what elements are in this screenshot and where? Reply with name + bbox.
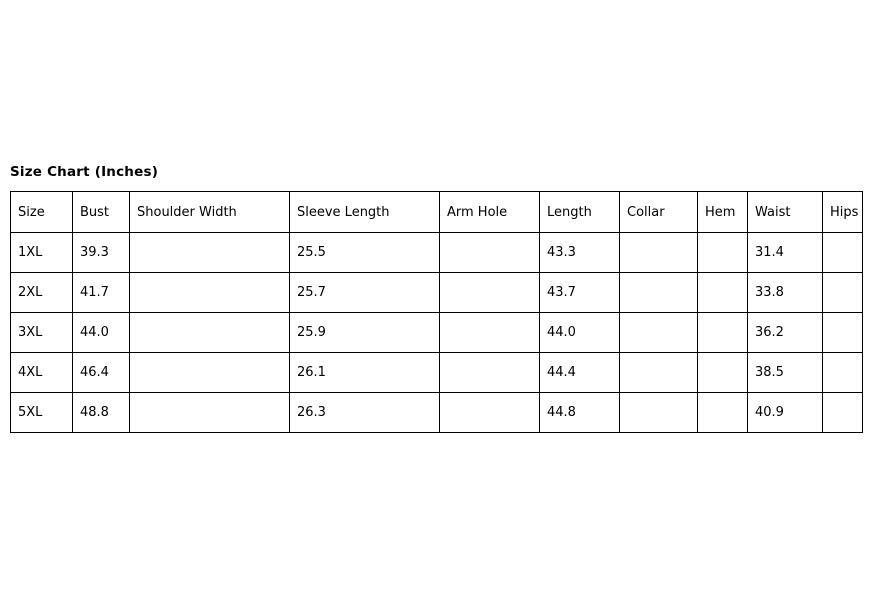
cell-size: 1XL [11,233,73,273]
cell-collar [620,313,698,353]
table-header-row [11,192,863,233]
table-row [11,273,863,313]
cell-size: 3XL [11,313,73,353]
cell-length: 43.7 [540,273,620,313]
cell-bust: 48.8 [73,393,130,433]
column-header-sleeve-length: Sleeve Length [290,192,440,233]
cell-shoulder-width [130,393,290,433]
cell-arm-hole [440,393,540,433]
cell-hips [823,233,863,273]
column-header-size: Size [11,192,73,233]
cell-size: 2XL [11,273,73,313]
cell-bust: 39.3 [73,233,130,273]
column-header-collar: Collar [620,192,698,233]
page-title: Size Chart (Inches) [10,164,159,180]
cell-hips [823,353,863,393]
cell-waist: 36.2 [748,313,823,353]
cell-collar [620,233,698,273]
cell-bust: 44.0 [73,313,130,353]
cell-sleeve-length: 25.5 [290,233,440,273]
cell-hips [823,313,863,353]
cell-bust: 41.7 [73,273,130,313]
cell-waist: 38.5 [748,353,823,393]
cell-hips [823,393,863,433]
size-chart-table [10,191,863,433]
cell-arm-hole [440,233,540,273]
cell-hips [823,273,863,313]
table-row [11,313,863,353]
cell-hem [698,353,748,393]
cell-collar [620,353,698,393]
cell-size: 4XL [11,353,73,393]
cell-size: 5XL [11,393,73,433]
table-row [11,353,863,393]
cell-sleeve-length: 25.9 [290,313,440,353]
cell-hem [698,313,748,353]
table-row [11,233,863,273]
cell-waist: 31.4 [748,233,823,273]
cell-length: 43.3 [540,233,620,273]
cell-hem [698,233,748,273]
cell-length: 44.8 [540,393,620,433]
column-header-length: Length [540,192,620,233]
column-header-arm-hole: Arm Hole [440,192,540,233]
column-header-hem: Hem [698,192,748,233]
cell-collar [620,273,698,313]
cell-arm-hole [440,353,540,393]
column-header-hips: Hips [823,192,863,233]
cell-sleeve-length: 26.3 [290,393,440,433]
cell-sleeve-length: 25.7 [290,273,440,313]
cell-sleeve-length: 26.1 [290,353,440,393]
cell-arm-hole [440,273,540,313]
column-header-bust: Bust [73,192,130,233]
column-header-shoulder-width: Shoulder Width [130,192,290,233]
cell-shoulder-width [130,353,290,393]
cell-shoulder-width [130,273,290,313]
cell-waist: 40.9 [748,393,823,433]
cell-hem [698,393,748,433]
table-row [11,393,863,433]
cell-hem [698,273,748,313]
cell-collar [620,393,698,433]
cell-waist: 33.8 [748,273,823,313]
cell-shoulder-width [130,233,290,273]
cell-bust: 46.4 [73,353,130,393]
cell-shoulder-width [130,313,290,353]
column-header-waist: Waist [748,192,823,233]
cell-arm-hole [440,313,540,353]
cell-length: 44.4 [540,353,620,393]
cell-length: 44.0 [540,313,620,353]
